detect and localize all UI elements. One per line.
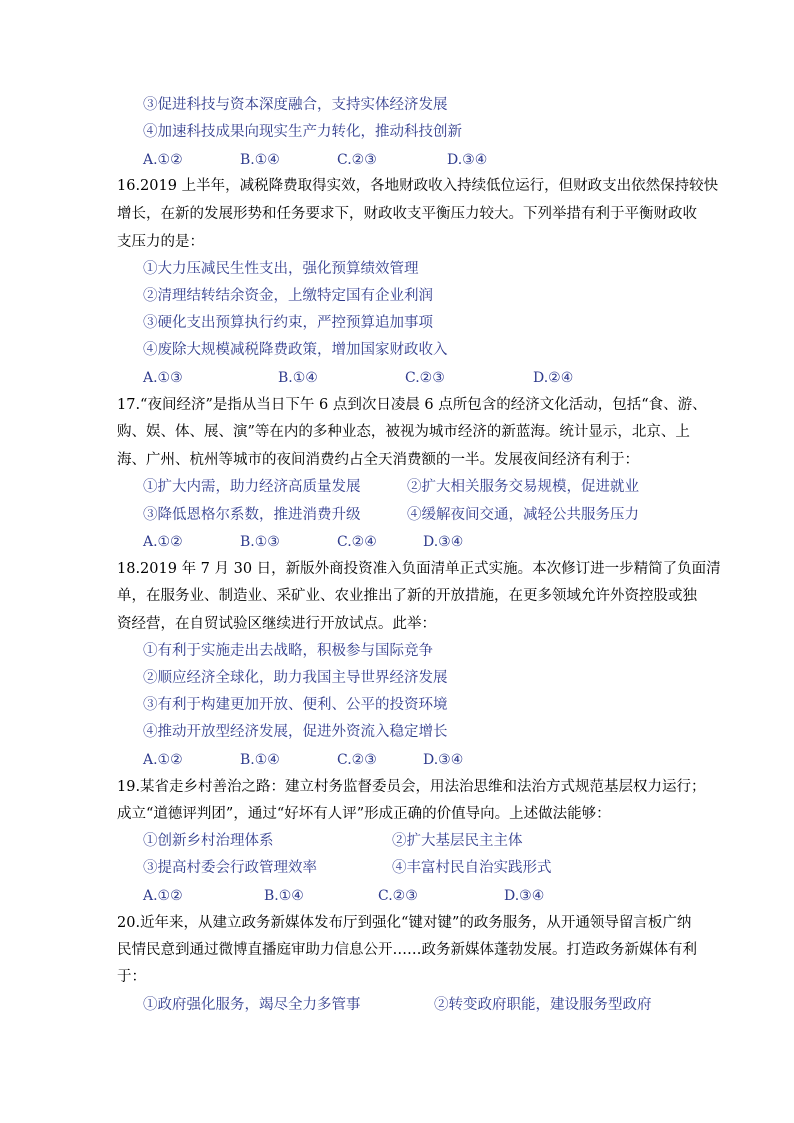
- q17-stem-line-3: 海、广州、杭州等城市的夜间消费约占全天消费额的一半。发展夜间经济有利于：: [117, 452, 639, 468]
- q19-stem-line-2: 成立“道德评判团”，通过“好坏有人评”形成正确的价值导向。上述做法能够：: [117, 806, 611, 822]
- q19-choice-c: C.②③: [378, 888, 418, 904]
- q16-option-4: ④废除大规模减税降费政策，增加国家财政收入: [143, 342, 448, 358]
- q20-stem-line-3: 于：: [117, 969, 146, 985]
- q18-option-4: ④推动开放型经济发展，促进外资流入稳定增长: [143, 724, 448, 740]
- q16-stem-line-1: 16.2019 上半年，减税降费取得实效，各地财政收入持续低位运行，但财政支出依然保持较快: [117, 178, 719, 194]
- q16-stem-line-2: 增长，在新的发展形势和任务要求下，财政收支平衡压力较大。下列举措有利于平衡财政收: [117, 206, 697, 222]
- q17-choice-b: B.①③: [240, 534, 280, 550]
- q16-option-1: ①大力压减民生性支出，强化预算绩效管理: [143, 261, 419, 277]
- q19-option-2: ②扩大基层民主主体: [392, 833, 523, 849]
- q18-stem-line-1: 18.2019 年 7 月 30 日，新版外商投资准入负面清单正式实施。本次修订进一步精简了负面清: [117, 561, 721, 577]
- q17-choice-a: A.①②: [143, 534, 183, 550]
- q17-option-3: ③降低恩格尔系数，推进消费升级: [143, 507, 361, 523]
- q18-stem-line-2: 单，在服务业、制造业、采矿业、农业推出了新的开放措施，在更多领域允许外资控股或独: [117, 588, 697, 604]
- q18-choice-d: D.③④: [423, 752, 464, 768]
- q15-choice-a: A.①②: [143, 152, 183, 168]
- q18-option-1: ①有利于实施走出去战略，积极参与国际竞争: [143, 643, 433, 659]
- q19-stem-line-1: 19.某省走乡村善治之路：建立村务监督委员会，用法治思维和法治方式规范基层权力运行；: [117, 779, 706, 795]
- q18-choice-b: B.①④: [240, 752, 280, 768]
- q17-choice-c: C.②④: [337, 534, 377, 550]
- q18-stem-line-3: 资经营，在自贸试验区继续进行开放试点。此举：: [117, 616, 436, 632]
- q15-choice-c: C.②③: [337, 152, 377, 168]
- q16-option-2: ②清理结转结余资金，上缴特定国有企业利润: [143, 288, 433, 304]
- q17-stem-line-2: 购、娱、体、展、演”等在内的多种业态，被视为城市经济的新蓝海。统计显示，北京、上: [117, 424, 690, 440]
- q18-option-2: ②顺应经济全球化，助力我国主导世界经济发展: [143, 670, 448, 686]
- q17-option-4: ④缓解夜间交通，减轻公共服务压力: [407, 507, 639, 523]
- q19-option-1: ①创新乡村治理体系: [143, 833, 274, 849]
- q18-choice-a: A.①②: [143, 752, 183, 768]
- q15-choice-b: B.①④: [240, 152, 280, 168]
- q18-choice-c: C.②③: [337, 752, 377, 768]
- q20-option-2: ②转变政府职能，建设服务型政府: [434, 997, 652, 1013]
- q15-option-4: ④加速科技成果向现实生产力转化，推动科技创新: [143, 124, 462, 140]
- q16-stem-line-3: 支压力的是：: [117, 234, 204, 250]
- q15-option-3: ③促进科技与资本深度融合，支持实体经济发展: [143, 97, 448, 113]
- q19-option-3: ③提高村委会行政管理效率: [143, 860, 317, 876]
- q18-option-3: ③有利于构建更加开放、便利、公平的投资环境: [143, 697, 448, 713]
- q16-choice-d: D.②④: [533, 370, 574, 386]
- q19-choice-a: A.①②: [143, 888, 183, 904]
- q17-option-2: ②扩大相关服务交易规模，促进就业: [407, 479, 639, 495]
- q19-option-4: ④丰富村民自治实践形式: [392, 860, 552, 876]
- q16-choice-b: B.①④: [278, 370, 318, 386]
- q16-option-3: ③硬化支出预算执行约束，严控预算追加事项: [143, 315, 433, 331]
- q19-choice-b: B.①④: [264, 888, 304, 904]
- q16-choice-c: C.②③: [405, 370, 445, 386]
- q20-stem-line-1: 20.近年来，从建立政务新媒体发布厅到强化“键对键”的政务服务，从开通领导留言板广纳: [117, 915, 692, 931]
- q19-choice-d: D.③④: [504, 888, 545, 904]
- q17-option-1: ①扩大内需，助力经济高质量发展: [143, 479, 361, 495]
- q17-stem-line-1: 17.“夜间经济”是指从当日下午 6 点到次日凌晨 6 点所包含的经济文化活动，包括“食、游、: [117, 397, 707, 413]
- q17-choice-d: D.③④: [423, 534, 464, 550]
- q20-option-1: ①政府强化服务，竭尽全力多管事: [143, 997, 361, 1013]
- q20-stem-line-2: 民情民意到通过微博直播庭审助力信息公开……政务新媒体蓬勃发展。打造政务新媒体有利: [117, 942, 697, 958]
- q16-choice-a: A.①③: [143, 370, 183, 386]
- q15-choice-d: D.③④: [447, 152, 488, 168]
